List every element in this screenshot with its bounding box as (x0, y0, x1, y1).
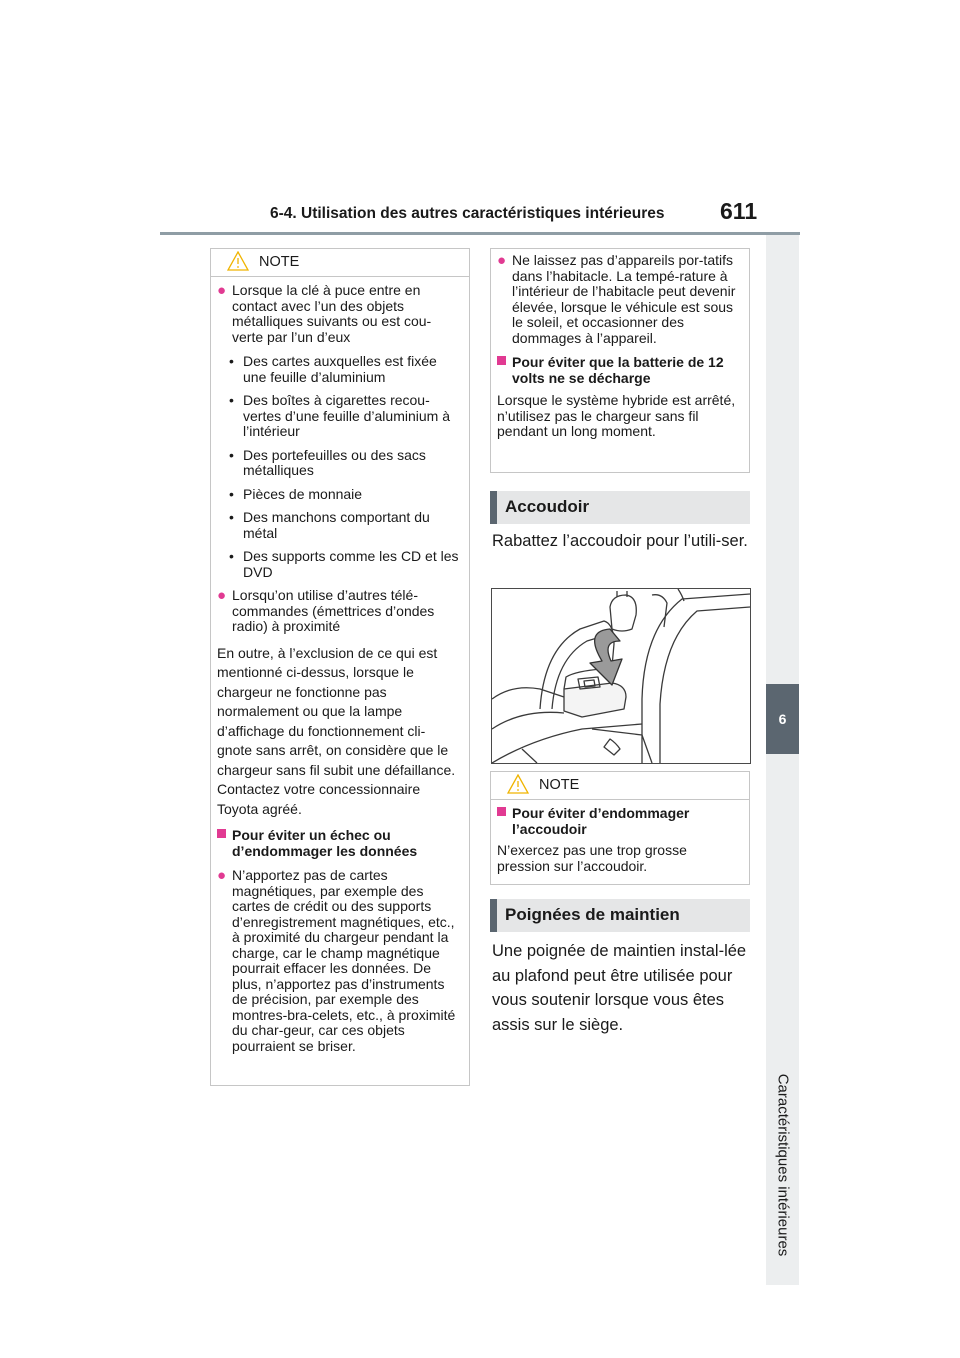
list-item: ● Lorsqu’on utilise d’autres télé-commandes (émettrices d’ondes radio) à proximité (217, 587, 435, 634)
header-rule (160, 232, 800, 235)
page-number: 611 (720, 198, 758, 224)
bullet-item: • Des manchons comportant du métal (217, 510, 459, 541)
square-bullet-icon (497, 807, 506, 816)
note-subheading: Pour éviter d’endommager l’accoudoir (497, 806, 739, 837)
list-item: ● Ne laissez pas d’appareils por-tatifs dans l’habitacle. La tempé-rature à l’intérieur de l’habitacle peut devenir élevée, lorsque le véhicule est sous le soleil, et occasionner des dommages à l’appareil. (497, 252, 736, 346)
note-box-armrest (490, 771, 750, 885)
note-label: NOTE (539, 777, 580, 793)
bullet-item: • Des supports comme les CD et les DVD (217, 549, 459, 580)
bullet-item: • Des cartes auxquelles est fixée une feuille d’aluminium (217, 354, 459, 385)
square-bullet-icon (217, 829, 226, 838)
note-paragraph: En outre, à l’exclusion de ce qui est mentionné ci-dessus, lorsque le chargeur ne fonctionne pas normalement ou que la lampe d’affichage du fonctionnement cli-gnote sans arrêt, on considère que le chargeur sans fil subit une défaillance. Contactez votre concessionnaire Toyota agréé. (217, 644, 456, 817)
armrest-drawing (492, 589, 750, 763)
chapter-number: 6 (766, 684, 799, 754)
note-box-left (210, 248, 470, 1086)
note-paragraph: N’exercez pas une trop grosse pression sur l’accoudoir. (497, 842, 687, 874)
warning-icon (507, 774, 529, 794)
bullet-icon: ● (217, 867, 227, 884)
chapter-label: Caractéristiques intérieures (774, 1073, 792, 1257)
fold-arrow-icon (590, 629, 622, 685)
note-header (491, 772, 749, 800)
grip-text: Une poignée de maintien instal-lée au plafond peut être utilisée pour vous soutenir lorsque vous êtes assis sur le siège. (492, 942, 747, 1034)
armrest-illustration (491, 588, 751, 764)
note-label: NOTE (259, 254, 300, 270)
warning-icon (227, 251, 249, 271)
bullet-icon: ● (217, 587, 227, 604)
note-header (211, 249, 469, 277)
bullet-icon: ● (217, 282, 227, 299)
armrest-text: Rabattez l’accoudoir pour l’utili-ser. (492, 532, 748, 550)
note-box-continued (490, 248, 750, 473)
list-item: ● N’apportez pas de cartes magnétiques, par exemple des cartes de crédit ou des supports d’enregistrement magnétiques, etc., à proximité du chargeur pendant la charge, car le champ magnétique pourrait effacer les données. De plus, n’apportez pas d’instruments de précision, par exemple des montres-bra-celets, etc., à proximité du char-geur, car ces objets pourraient se briser. (217, 867, 456, 1054)
note-paragraph: Lorsque le système hybride est arrêté, n’utilisez pas le chargeur sans fil pendant un long moment. (497, 392, 736, 439)
bullet-item: • Des portefeuilles ou des sacs métalliques (217, 448, 459, 479)
running-header: 6-4. Utilisation des autres caractéristiques intérieures (270, 205, 665, 222)
note-subheading: Pour éviter un échec ou d’endommager les données (217, 828, 459, 859)
bullet-item: • Des boîtes à cigarettes recou-vertes d’une feuille d’aluminium à l’intérieur (217, 393, 459, 440)
bullet-item: • Pièces de monnaie (217, 487, 459, 503)
bullet-icon: ● (497, 252, 507, 269)
note-subheading: Pour éviter que la batterie de 12 volts ne se décharge (497, 355, 739, 386)
list-item: ● Lorsque la clé à puce entre en contact avec l’un des objets métalliques suivants ou est cou-verte par l’un d’eux (217, 282, 432, 345)
section-title-grip-handles: Poignées de maintien (490, 899, 750, 932)
section-title-armrest: Accoudoir (490, 491, 750, 524)
square-bullet-icon (497, 356, 506, 365)
